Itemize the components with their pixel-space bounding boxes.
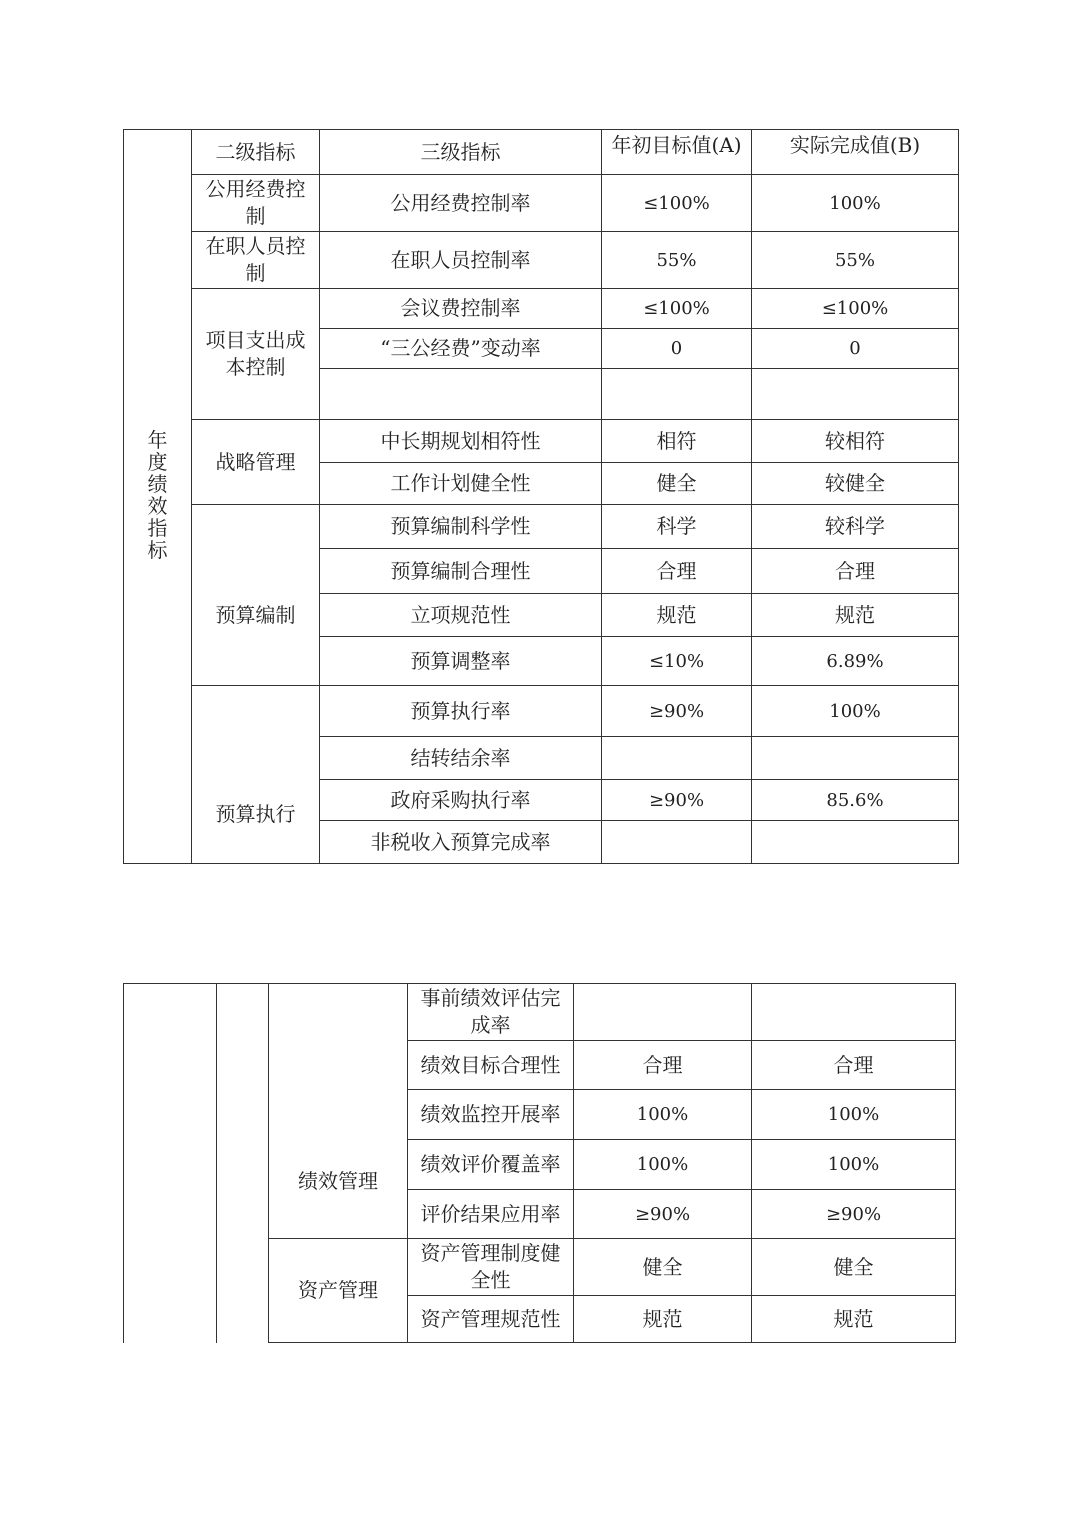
actual-value: 6.89% bbox=[752, 637, 959, 686]
actual-value: 合理 bbox=[752, 1041, 956, 1090]
actual-value: 100% bbox=[752, 175, 959, 232]
table-row bbox=[124, 505, 959, 549]
table-row bbox=[124, 686, 959, 737]
target-value bbox=[602, 737, 752, 780]
metric: 中长期规划相符性 bbox=[320, 420, 602, 463]
group-name: 项目支出成本控制 bbox=[192, 289, 320, 420]
group-name: 预算执行 bbox=[192, 686, 320, 864]
metric: 立项规范性 bbox=[320, 594, 602, 637]
metric: 政府采购执行率 bbox=[320, 780, 602, 821]
side-label-cell bbox=[124, 130, 192, 864]
group-name: 战略管理 bbox=[192, 420, 320, 505]
target-value: ≤10% bbox=[602, 637, 752, 686]
actual-value bbox=[752, 821, 959, 864]
target-value: ≥90% bbox=[602, 780, 752, 821]
metric: 预算调整率 bbox=[320, 637, 602, 686]
blank-column-1 bbox=[124, 984, 217, 1343]
side-label: 年度绩效指标 bbox=[147, 428, 168, 562]
target-value: ≤100% bbox=[602, 175, 752, 232]
performance-table-2 bbox=[123, 983, 956, 1343]
target-value: 相符 bbox=[602, 420, 752, 463]
metric: 绩效评价覆盖率 bbox=[408, 1140, 574, 1190]
target-value: 科学 bbox=[602, 505, 752, 549]
actual-value: 55% bbox=[752, 232, 959, 289]
table-row bbox=[124, 232, 959, 289]
metric: 事前绩效评估完成率 bbox=[408, 984, 574, 1041]
actual-value: 较健全 bbox=[752, 463, 959, 505]
actual-value bbox=[752, 737, 959, 780]
table-row bbox=[124, 175, 959, 232]
group-name: 资产管理 bbox=[269, 1239, 408, 1343]
group-name: 公用经费控制 bbox=[192, 175, 320, 232]
performance-table-1 bbox=[123, 129, 959, 864]
metric: 结转结余率 bbox=[320, 737, 602, 780]
header-level3: 三级指标 bbox=[320, 130, 602, 175]
target-value: 规范 bbox=[602, 594, 752, 637]
actual-value: 规范 bbox=[752, 594, 959, 637]
metric: 绩效监控开展率 bbox=[408, 1090, 574, 1140]
metric: 公用经费控制率 bbox=[320, 175, 602, 232]
actual-value: 100% bbox=[752, 1090, 956, 1140]
metric: 会议费控制率 bbox=[320, 289, 602, 329]
target-value bbox=[602, 369, 752, 420]
group-name: 绩效管理 bbox=[269, 984, 408, 1239]
target-value: ≥90% bbox=[602, 686, 752, 737]
target-value: 合理 bbox=[602, 549, 752, 594]
actual-value: ≥90% bbox=[752, 1190, 956, 1239]
target-value: 0 bbox=[602, 329, 752, 369]
target-value: 100% bbox=[574, 1140, 752, 1190]
metric: 预算编制科学性 bbox=[320, 505, 602, 549]
metric: 预算编制合理性 bbox=[320, 549, 602, 594]
group-name: 预算编制 bbox=[192, 505, 320, 686]
target-value bbox=[574, 984, 752, 1041]
metric: 预算执行率 bbox=[320, 686, 602, 737]
metric: 资产管理规范性 bbox=[408, 1296, 574, 1343]
actual-value: 0 bbox=[752, 329, 959, 369]
table-row bbox=[124, 984, 956, 1041]
actual-value: 规范 bbox=[752, 1296, 956, 1343]
actual-value: 100% bbox=[752, 1140, 956, 1190]
target-value: 100% bbox=[574, 1090, 752, 1140]
target-value: ≤100% bbox=[602, 289, 752, 329]
metric: 资产管理制度健全性 bbox=[408, 1239, 574, 1296]
actual-value: ≤100% bbox=[752, 289, 959, 329]
target-value: 健全 bbox=[574, 1239, 752, 1296]
target-value: 合理 bbox=[574, 1041, 752, 1090]
actual-value: 合理 bbox=[752, 549, 959, 594]
table-row bbox=[124, 289, 959, 329]
actual-value bbox=[752, 369, 959, 420]
target-value: 规范 bbox=[574, 1296, 752, 1343]
metric bbox=[320, 369, 602, 420]
target-value: 健全 bbox=[602, 463, 752, 505]
metric: “三公经费”变动率 bbox=[320, 329, 602, 369]
table-row bbox=[124, 420, 959, 463]
metric: 评价结果应用率 bbox=[408, 1190, 574, 1239]
metric: 工作计划健全性 bbox=[320, 463, 602, 505]
target-value bbox=[602, 821, 752, 864]
actual-value bbox=[752, 984, 956, 1041]
header-target: 年初目标值(A) bbox=[602, 130, 752, 175]
target-value: 55% bbox=[602, 232, 752, 289]
blank-column-2 bbox=[217, 984, 269, 1343]
metric: 绩效目标合理性 bbox=[408, 1041, 574, 1090]
header-actual: 实际完成值(B) bbox=[752, 130, 959, 175]
target-value: ≥90% bbox=[574, 1190, 752, 1239]
actual-value: 100% bbox=[752, 686, 959, 737]
header-level2: 二级指标 bbox=[192, 130, 320, 175]
actual-value: 较科学 bbox=[752, 505, 959, 549]
actual-value: 较相符 bbox=[752, 420, 959, 463]
actual-value: 健全 bbox=[752, 1239, 956, 1296]
group-name: 在职人员控制 bbox=[192, 232, 320, 289]
actual-value: 85.6% bbox=[752, 780, 959, 821]
metric: 在职人员控制率 bbox=[320, 232, 602, 289]
metric: 非税收入预算完成率 bbox=[320, 821, 602, 864]
